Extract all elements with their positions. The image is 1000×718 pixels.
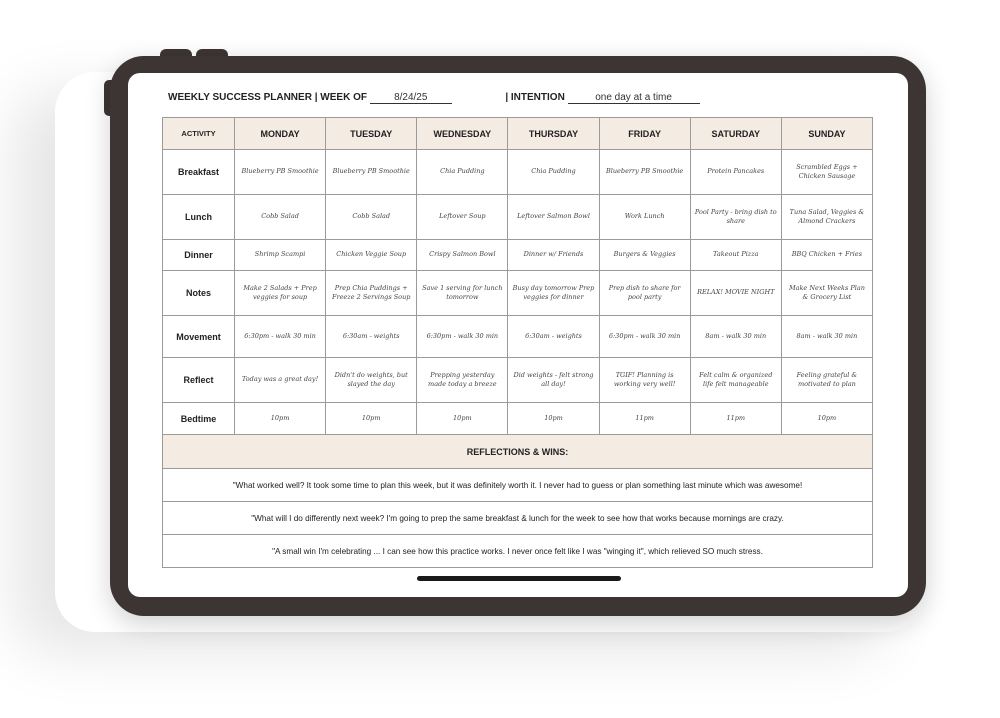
- table-cell: Dinner w/ Friends: [508, 240, 599, 271]
- table-cell: 6:30am - weights: [326, 316, 417, 358]
- table-cell: Protein Pancakes: [690, 150, 781, 195]
- table-cell: Pool Party - bring dish to share: [690, 195, 781, 240]
- week-value: 8/24/25: [370, 92, 452, 104]
- table-cell: 11pm: [690, 403, 781, 435]
- table-cell: RELAX! MOVIE NIGHT: [690, 271, 781, 316]
- weekly-planner-table: [162, 117, 873, 568]
- column-header-thursday: THURSDAY: [508, 118, 599, 150]
- table-cell: Cobb Salad: [235, 195, 326, 240]
- reflections-header-row: [163, 435, 873, 469]
- planner-header: [168, 92, 873, 104]
- table-cell: 10pm: [508, 403, 599, 435]
- table-cell: 6:30pm - walk 30 min: [599, 316, 690, 358]
- table-row: [163, 150, 873, 195]
- table-cell: 6:30pm - walk 30 min: [417, 316, 508, 358]
- table-cell: Takeout Pizza: [690, 240, 781, 271]
- row-label-breakfast: Breakfast: [163, 150, 235, 195]
- table-cell: Cobb Salad: [326, 195, 417, 240]
- table-cell: 8am - walk 30 min: [690, 316, 781, 358]
- table-cell: Blueberry PB Smoothie: [599, 150, 690, 195]
- table-cell: Prep Chia Puddings + Freeze 2 Servings Soup: [326, 271, 417, 316]
- column-header-tuesday: TUESDAY: [326, 118, 417, 150]
- reflection-what-worked: "What worked well? It took some time to plan this week, but it was definitely worth it. I never had to guess or plan something last minute which was awesome!: [163, 469, 873, 502]
- table-cell: Today was a great day!: [235, 358, 326, 403]
- table-cell: 10pm: [781, 403, 872, 435]
- table-cell: 11pm: [599, 403, 690, 435]
- intention-value: one day at a time: [568, 92, 700, 104]
- table-cell: Chia Pudding: [417, 150, 508, 195]
- column-header-wednesday: WEDNESDAY: [417, 118, 508, 150]
- row-label-movement: Movement: [163, 316, 235, 358]
- column-header-activity: ACTIVITY: [163, 118, 235, 150]
- intention-label: INTENTION: [510, 92, 565, 103]
- table-cell: Make 2 Salads + Prep veggies for soup: [235, 271, 326, 316]
- table-cell: 10pm: [235, 403, 326, 435]
- table-cell: Feeling grateful & motivated to plan: [781, 358, 872, 403]
- table-cell: Did weights - felt strong all day!: [508, 358, 599, 403]
- table-cell: Felt calm & organized life felt manageable: [690, 358, 781, 403]
- table-cell: Tuna Salad, Veggies & Almond Crackers: [781, 195, 872, 240]
- reflection-what-different: "What will I do differently next week? I'm going to prep the same breakfast & lunch for the week to see how that works because mornings are crazy.: [163, 502, 873, 535]
- table-cell: Busy day tomorrow Prep veggies for dinner: [508, 271, 599, 316]
- week-label: WEEK OF: [320, 92, 367, 103]
- table-cell: Prepping yesterday made today a breeze: [417, 358, 508, 403]
- table-cell: Blueberry PB Smoothie: [235, 150, 326, 195]
- table-cell: 10pm: [417, 403, 508, 435]
- header-separator: |: [314, 92, 318, 103]
- reflection-small-win: "A small win I'm celebrating ... I can see how this practice works. I never once felt like I was "winging it", which relieved SO much stress.: [163, 535, 873, 568]
- table-row: [163, 358, 873, 403]
- table-row: [163, 240, 873, 271]
- table-cell: 6:30pm - walk 30 min: [235, 316, 326, 358]
- table-row: [163, 195, 873, 240]
- column-header-saturday: SATURDAY: [690, 118, 781, 150]
- row-label-reflect: Reflect: [163, 358, 235, 403]
- table-cell: BBQ Chicken + Fries: [781, 240, 872, 271]
- table-cell: TGIF! Planning is working very well!: [599, 358, 690, 403]
- table-cell: Leftover Soup: [417, 195, 508, 240]
- column-header-sunday: SUNDAY: [781, 118, 872, 150]
- table-cell: Chicken Veggie Soup: [326, 240, 417, 271]
- column-header-friday: FRIDAY: [599, 118, 690, 150]
- table-cell: Didn't do weights, but slayed the day: [326, 358, 417, 403]
- column-header-monday: MONDAY: [235, 118, 326, 150]
- table-row: [163, 403, 873, 435]
- table-cell: Scrambled Eggs + Chicken Sausage: [781, 150, 872, 195]
- table-cell: Work Lunch: [599, 195, 690, 240]
- home-indicator-bar[interactable]: [417, 576, 621, 581]
- table-cell: 8am - walk 30 min: [781, 316, 872, 358]
- table-cell: Leftover Salmon Bowl: [508, 195, 599, 240]
- table-row: [163, 316, 873, 358]
- table-row: [163, 271, 873, 316]
- table-cell: Prep dish to share for pool party: [599, 271, 690, 316]
- table-cell: Burgers & Veggies: [599, 240, 690, 271]
- reflection-row: [163, 535, 873, 568]
- row-label-bedtime: Bedtime: [163, 403, 235, 435]
- reflection-row: [163, 469, 873, 502]
- table-cell: Shrimp Scampi: [235, 240, 326, 271]
- header-separator: |: [505, 92, 509, 103]
- table-cell: Chia Pudding: [508, 150, 599, 195]
- reflections-title: REFLECTIONS & WINS:: [163, 435, 873, 469]
- row-label-notes: Notes: [163, 271, 235, 316]
- planner-header-row: [163, 118, 873, 150]
- table-cell: 10pm: [326, 403, 417, 435]
- reflection-row: [163, 502, 873, 535]
- table-cell: Make Next Weeks Plan & Grocery List: [781, 271, 872, 316]
- row-label-lunch: Lunch: [163, 195, 235, 240]
- table-cell: Blueberry PB Smoothie: [326, 150, 417, 195]
- table-cell: Crispy Salmon Bowl: [417, 240, 508, 271]
- table-cell: Save 1 serving for lunch tomorrow: [417, 271, 508, 316]
- row-label-dinner: Dinner: [163, 240, 235, 271]
- planner-title: WEEKLY SUCCESS PLANNER: [168, 92, 312, 103]
- table-cell: 6:30am - weights: [508, 316, 599, 358]
